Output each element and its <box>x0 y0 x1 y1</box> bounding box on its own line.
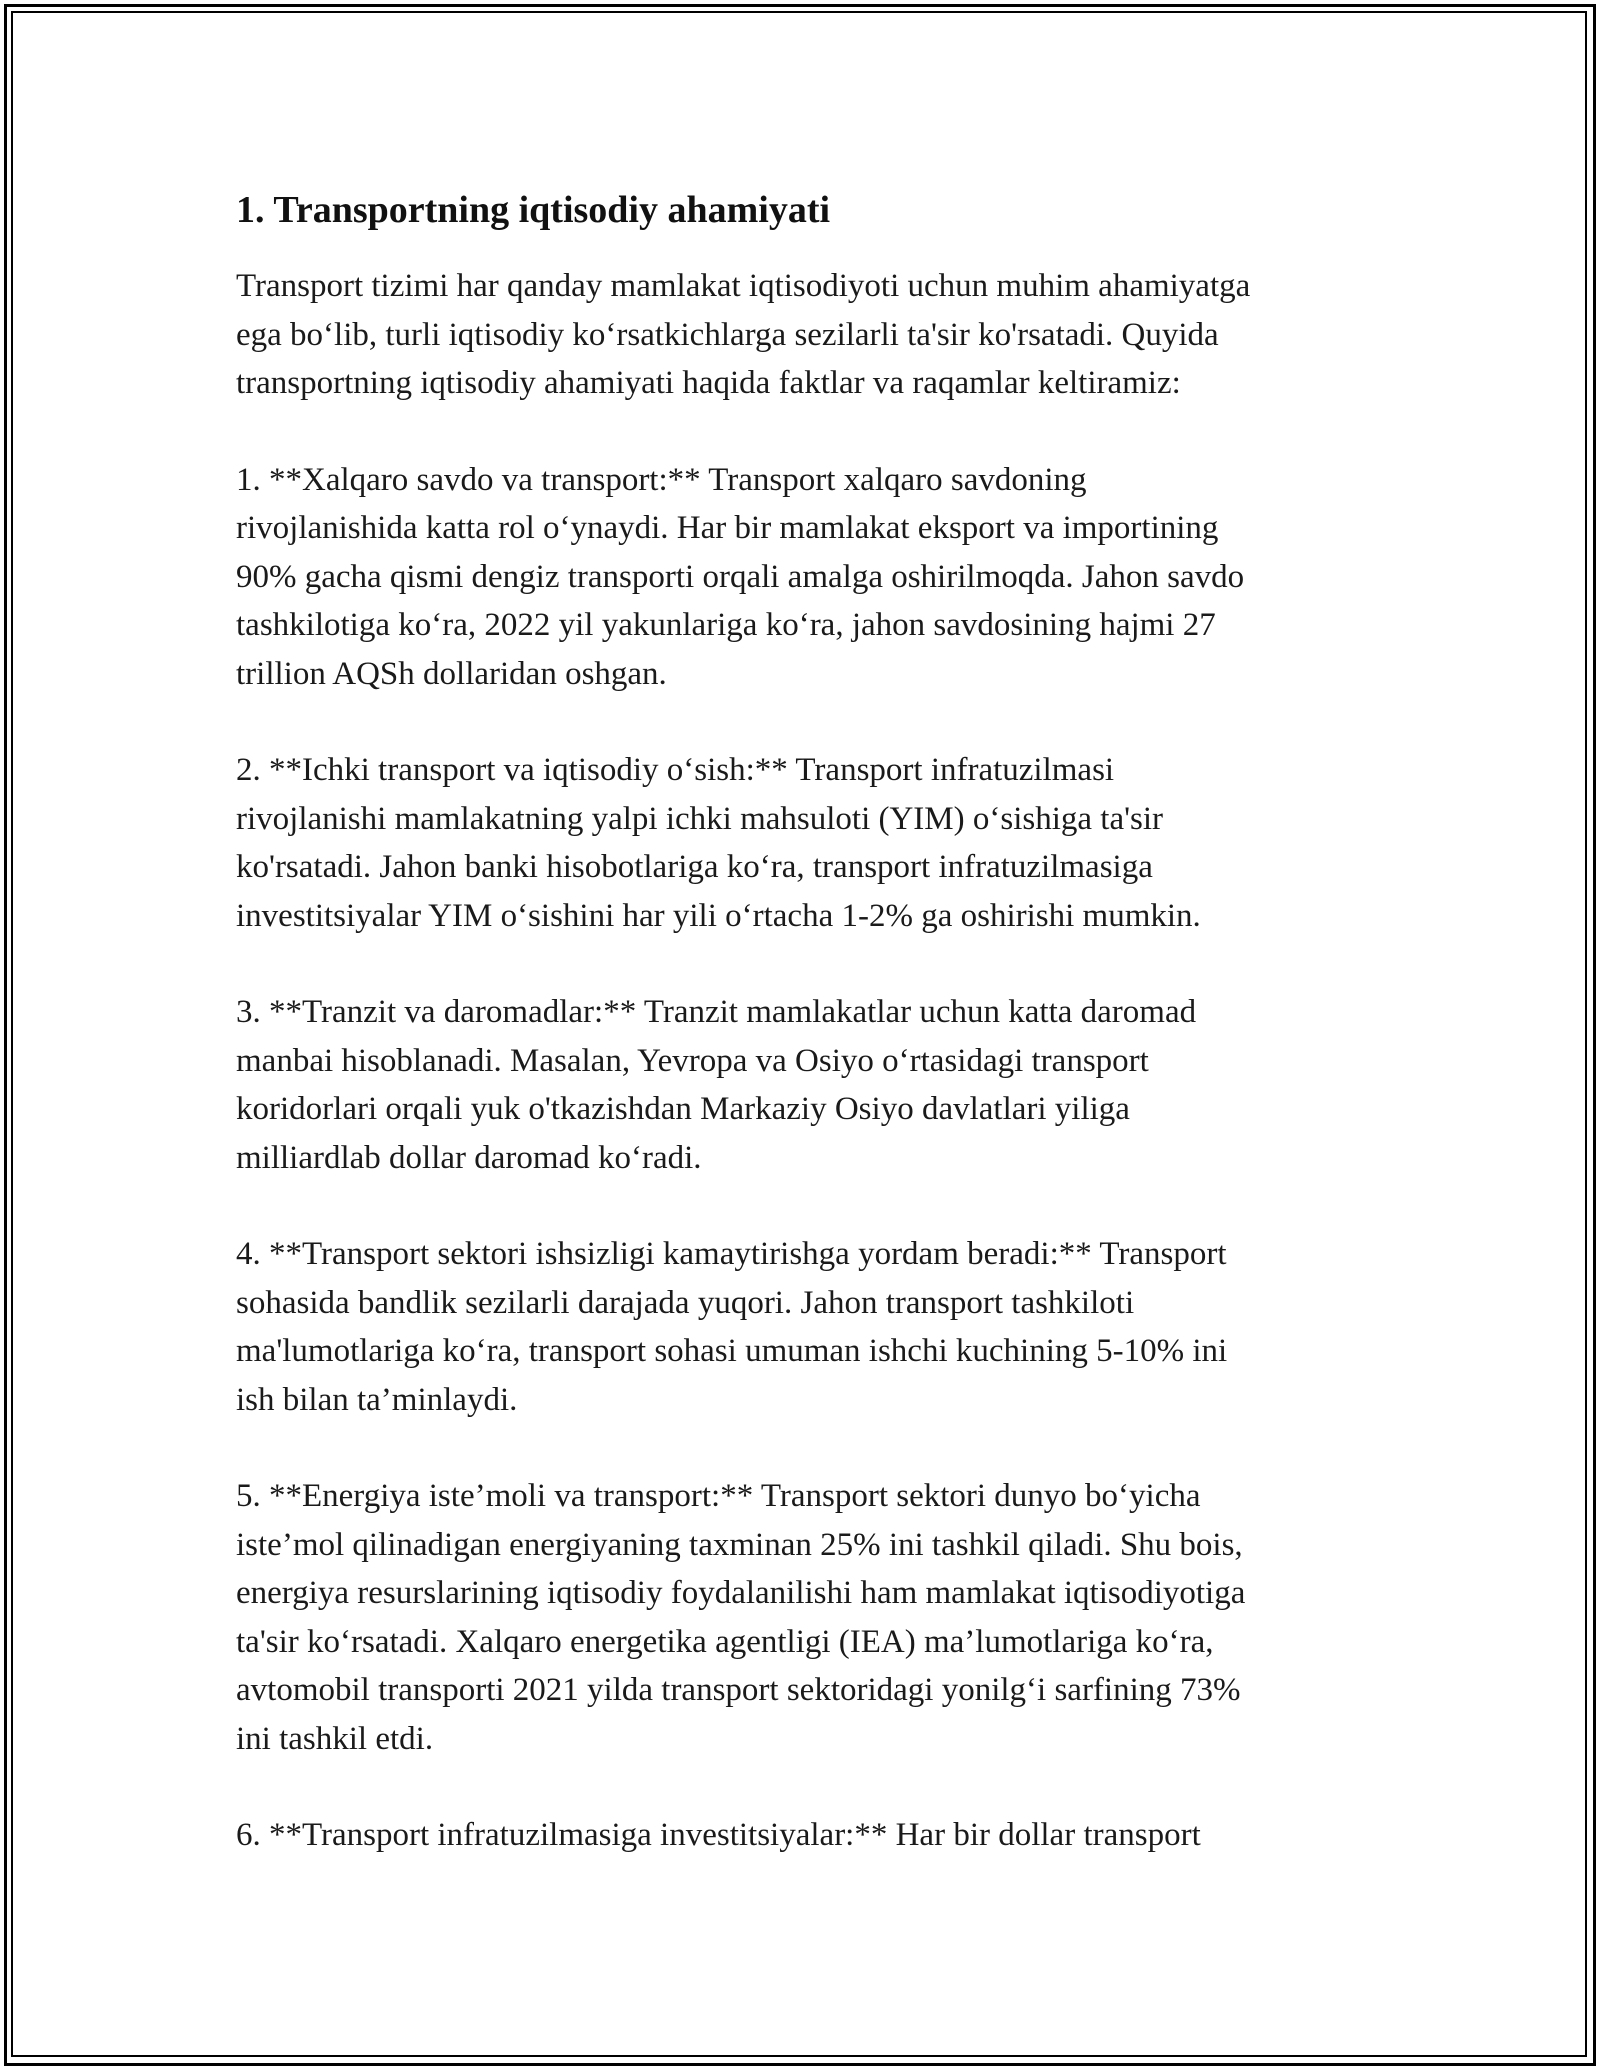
text-line: ko'rsatadi. Jahon banki hisobotlariga ko‘ra, transport infratuzilmasiga <box>236 849 1153 885</box>
text-line: transportning iqtisodiy ahamiyati haqida faktlar va raqamlar keltiramiz: <box>236 365 1181 401</box>
list-item-1-paragraph <box>236 456 1386 699</box>
text-line: 2. **Ichki transport va iqtisodiy o‘sish:** Transport infratuzilmasi <box>236 752 1115 788</box>
text-line: ini tashkil etdi. <box>236 1720 434 1757</box>
text-line: Transport tizimi har qanday mamlakat iqtisodiyoti uchun muhim ahamiyatga <box>236 268 1251 304</box>
text-line: 4. **Transport sektori ishsizligi kamaytirishga yordam beradi:** Transport <box>236 1236 1227 1272</box>
text-line: rivojlanishi mamlakatning yalpi ichki mahsuloti (YIM) o‘sishiga ta'sir <box>236 800 1164 837</box>
text-line: milliardlab dollar daromad ko‘radi. <box>236 1139 702 1176</box>
text-line: sohasida bandlik sezilarli darajada yuqori. Jahon transport tashkiloti <box>236 1284 1135 1321</box>
text-line: trillion AQSh dollaridan oshgan. <box>236 655 667 692</box>
text-line: tashkilotiga ko‘ra, 2022 yil yakunlariga ko‘ra, jahon savdosining hajmi 27 <box>236 607 1216 643</box>
intro-paragraph <box>236 262 1386 408</box>
text-line: 6. **Transport infratuzilmasiga investitsiyalar:** Har bir dollar transport <box>236 1817 1201 1853</box>
text-line: ma'lumotlariga ko‘ra, transport sohasi umuman ishchi kuchining 5-10% ini <box>236 1333 1228 1369</box>
list-item-2-paragraph <box>236 746 1386 940</box>
text-line: 1. **Xalqaro savdo va transport:** Transport xalqaro savdoning <box>236 461 1087 498</box>
list-item-6-paragraph <box>236 1811 1386 1860</box>
text-line: koridorlari orqali yuk o'tkazishdan Markaziy Osiyo davlatlari yiliga <box>236 1091 1130 1127</box>
text-line: ish bilan ta’minlaydi. <box>236 1381 518 1418</box>
text-line: avtomobil transporti 2021 yilda transport sektoridagi yonilg‘i sarfining 73% <box>236 1672 1241 1708</box>
list-item-5-paragraph <box>236 1472 1386 1763</box>
text-line: energiya resurslarining iqtisodiy foydalanilishi ham mamlakat iqtisodiyotiga <box>236 1575 1246 1611</box>
section-heading: 1. Transportning iqtisodiy ahamiyati <box>236 189 831 231</box>
text-line: ta'sir ko‘rsatadi. Xalqaro energetika agentligi (IEA) ma’lumotlariga ko‘ra, <box>236 1623 1214 1660</box>
list-item-4-paragraph <box>236 1230 1386 1424</box>
document-body <box>236 186 1386 1908</box>
text-line: manbai hisoblanadi. Masalan, Yevropa va Osiyo o‘rtasidagi transport <box>236 1042 1149 1079</box>
text-line: 3. **Tranzit va daromadlar:** Tranzit mamlakatlar uchun katta daromad <box>236 994 1197 1030</box>
text-line: 5. **Energiya iste’moli va transport:** Transport sektori dunyo bo‘yicha <box>236 1478 1201 1514</box>
text-line: rivojlanishida katta rol o‘ynaydi. Har bir mamlakat eksport va importining <box>236 510 1219 546</box>
text-line: iste’mol qilinadigan energiyaning taxminan 25% ini tashkil qiladi. Shu bois, <box>236 1526 1243 1563</box>
text-line: ega bo‘lib, turli iqtisodiy ko‘rsatkichlarga sezilarli ta'sir ko'rsatadi. Quyida <box>236 316 1219 353</box>
text-line: investitsiyalar YIM o‘sishini har yili o‘rtacha 1-2% ga oshirishi mumkin. <box>236 897 1201 934</box>
text-line: 90% gacha qismi dengiz transporti orqali amalga oshirilmoqda. Jahon savdo <box>236 558 1245 595</box>
list-item-3-paragraph <box>236 988 1386 1182</box>
